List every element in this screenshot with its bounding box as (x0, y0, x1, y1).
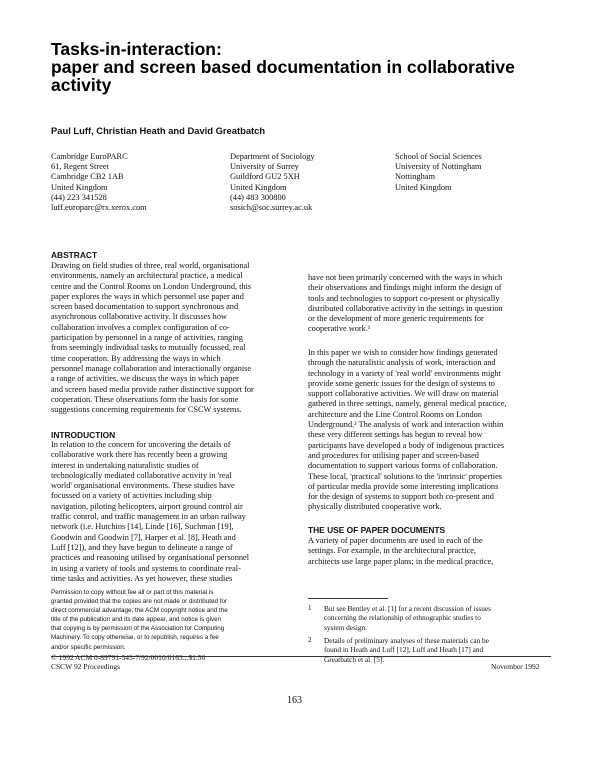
text-line: participation by personnel in a range of activities, ranging (51, 333, 243, 343)
text-line: technology in a variety of 'real world' environments might (308, 368, 501, 378)
text-line: environments, namely an architectural practice, a medical (51, 271, 243, 281)
text-line: paper explores the ways in which personnel use paper and (51, 291, 244, 301)
footnote-mark: 2 (308, 636, 312, 644)
text-line: architects use large paper plans; in the medical practice, (308, 556, 494, 566)
text-line: title of the publication and its date appear, and notice is given (51, 616, 222, 624)
affiliation-line: United Kingdom (395, 182, 452, 192)
affiliation-email: luff.europarc@rx.xerox.com (51, 203, 147, 213)
affiliation-line: (44) 223 341528 (51, 192, 107, 202)
footnote-1 (308, 604, 548, 632)
text-line: their observations and findings might inform the design of (308, 283, 502, 293)
section-heading-paper-documents: THE USE OF PAPER DOCUMENTS (308, 525, 446, 535)
text-line: collaborative work there has recently been a growing (51, 450, 228, 460)
permission-notice (51, 588, 296, 652)
abstract-heading: ABSTRACT (51, 250, 98, 260)
text-line: that copying is by permission of the Association for Computing (51, 625, 225, 633)
publication-date: November 1992 (491, 662, 540, 671)
text-line: personnel manage collaboration and interactionally organise (51, 363, 252, 373)
text-line: collaboration involves a complex configuration of co- (51, 322, 230, 332)
text-line: documentation to support various forms of collaboration. (308, 461, 498, 471)
paper-title (51, 40, 551, 94)
text-line: provide some generic issues for the design of systems to (308, 378, 495, 388)
text-line: settings. For example, in the architectural practice, (308, 546, 476, 556)
text-line: Underground.² The analysis of work and interaction within (308, 420, 504, 430)
introduction-body (51, 440, 294, 584)
affiliation-nottingham (395, 152, 575, 193)
text-line: Luff [12]), and they have begun to delineate a range of (51, 542, 233, 552)
text-line: focussed on a variety of activities including ship (51, 491, 212, 501)
text-line: distributed collaborative activity in the settings in question (308, 303, 503, 313)
text-line: and screen based media provide rather distinctive support for (51, 384, 254, 394)
right-column-paragraph-2 (308, 348, 551, 513)
text-line: Machinery. To copy otherwise, or to republish, requires a fee (51, 634, 219, 642)
author-list: Paul Luff, Christian Heath and David Greatbatch (51, 125, 266, 136)
text-line: technologically mediated collaborative activity in 'real (51, 470, 232, 480)
text-line: and/or specific permission. (51, 643, 126, 651)
affiliation-line: School of Social Sciences (395, 152, 482, 161)
affiliation-email: sosich@soc.surrey.ac.uk (230, 203, 313, 213)
text-line: cooperation. These observations form the basis for some (51, 394, 239, 404)
copyright-notice: © 1992 ACM 0-89791-543-7/92/0010/0163...$1.50 (51, 653, 206, 662)
text-line: architecture and the Line Control Rooms on London (308, 409, 482, 419)
text-line: These local, 'practical' solutions to the 'intrinsic' properties (308, 471, 502, 481)
text-line: in using a variety of tools and systems to coordinate real- (51, 563, 241, 573)
text-line: tools and technologies to support co-present or physically (308, 293, 500, 303)
proceedings-label: CSCW 92 Proceedings (51, 662, 121, 671)
footer-rule (51, 656, 551, 657)
text-line: or the development of more generic requirements for (308, 314, 484, 324)
affiliation-line: Cambridge EuroPARC (51, 152, 128, 161)
text-line: practices and reasoning utilised by organisational personnel (51, 553, 249, 563)
text-line: direct commercial advantage, the ACM copyright notice and the (51, 607, 228, 615)
text-line: found in Heath and Luff [12], Luff and Heath [17] and (324, 645, 484, 655)
title-line: paper and screen based documentation in collaborative (51, 57, 515, 77)
abstract-body (51, 261, 294, 415)
text-line: system design. (324, 622, 367, 632)
text-line: navigation, piloting helicopters, airport ground control air (51, 501, 243, 511)
text-line: granted provided that the copies are not made or distributed for (51, 598, 228, 606)
affiliation-line: Cambridge CB2 1AB (51, 172, 124, 182)
text-line: Greatbatch et al. [5]. (324, 654, 385, 664)
affiliation-line: United Kingdom (51, 182, 108, 192)
right-column-paragraph-3 (308, 536, 551, 567)
affiliation-line: 61, Regent Street (51, 162, 109, 172)
text-line: time cooperation. By addressing the ways in which (51, 353, 221, 363)
introduction-heading: INTRODUCTION (51, 430, 116, 440)
text-line: network (i.e. Hutchins [14], Linde [16], Suchman [19], (51, 522, 234, 532)
text-line: centre and the Control Rooms on London Underground, this (51, 281, 252, 291)
text-line: from seemingly individual tasks to mutually focussed, real (51, 343, 246, 353)
text-line: cooperative work.¹ (308, 324, 371, 334)
footnote-rule (308, 598, 388, 599)
text-line: these very different settings has begun to reveal how (308, 430, 483, 440)
text-line: suggestions concerning requirements for CSCW systems. (51, 405, 242, 415)
affiliation-surrey (230, 152, 410, 213)
text-line: traffic control, and traffic management in an urban railway (51, 512, 246, 522)
text-line: have not been primarily concerned with the ways in which (308, 273, 503, 282)
affiliation-line: Department of Sociology (230, 152, 315, 161)
text-line: a range of activities, we discuss the ways in which paper (51, 374, 239, 384)
affiliation-line: University of Surrey (230, 162, 299, 172)
text-line: gathered in three settings, namely, general medical practice, (308, 399, 507, 409)
title-line: activity (51, 75, 112, 95)
text-line: A variety of paper documents are used in each of the (308, 536, 483, 545)
text-line: In relation to the concern for uncovering the details of (51, 440, 231, 449)
text-line: physically distributed cooperative work. (308, 502, 442, 512)
affiliation-europarc (51, 152, 231, 213)
text-line: concerning the relationship of ethnographic studies to (324, 613, 481, 623)
page-number: 163 (287, 695, 302, 706)
text-line: asynchronous collaborative activity. It discusses how (51, 312, 227, 322)
footnote-2 (308, 636, 548, 664)
text-line: screen based documentation to support synchronous and (51, 302, 239, 312)
text-line: Permission to copy without fee all or part of this material is (51, 589, 214, 596)
text-line: through the naturalistic analysis of work, interaction and (308, 358, 496, 368)
text-line: In this paper we wish to consider how findings generated (308, 348, 498, 357)
affiliation-line: Guildford GU2 5XH (230, 172, 300, 182)
affiliation-line: University of Nottingham (395, 162, 482, 172)
text-line: participants have developed a body of indigenous practices (308, 440, 505, 450)
affiliation-line: Nottingham (395, 172, 436, 182)
text-line: Goodwin and Goodwin [7], Harper et al. [8], Heath and (51, 532, 236, 542)
text-line: But see Bentley et al. [1] for a recent discussion of issues (324, 604, 491, 613)
text-line: interest in undertaking naturalistic studies of (51, 460, 199, 470)
footnote-mark: 1 (308, 604, 312, 612)
affiliation-line: United Kingdom (230, 182, 287, 192)
text-line: of particular media provide some interesting implications (308, 481, 499, 491)
text-line: time tasks and activities. As yet however, these studies (51, 573, 233, 583)
text-line: and procedures for utilising paper and screen-based (308, 450, 479, 460)
text-line: for the design of systems to support both co-present and (308, 492, 494, 502)
text-line: support collaborative activities. We will draw on material (308, 389, 499, 399)
title-line: Tasks-in-interaction: (51, 39, 222, 59)
text-line: world' organisational environments. These studies have (51, 481, 235, 491)
affiliation-line: (44) 483 300800 (230, 192, 286, 202)
right-column-paragraph-1 (308, 273, 551, 335)
text-line: Drawing on field studies of three, real world, organisational (51, 261, 250, 270)
text-line: Details of preliminary analyses of these materials can be (324, 636, 489, 645)
